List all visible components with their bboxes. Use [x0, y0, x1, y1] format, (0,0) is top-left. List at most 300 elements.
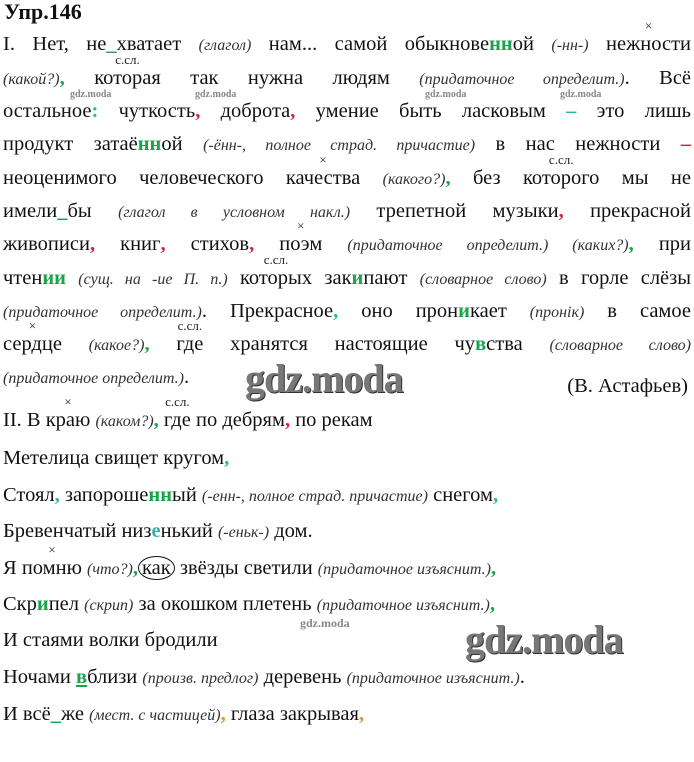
complex-sentence-annotation: с.сл.	[165, 394, 190, 409]
text-segment	[513, 33, 552, 55]
segment-text: (придаточное изъяснит.)	[316, 597, 490, 614]
text-line	[3, 448, 691, 468]
segment-text: ,	[132, 557, 138, 579]
segment-text: по рекам	[290, 409, 373, 431]
text-segment	[451, 167, 523, 189]
cross-mark-annotation: ×	[297, 218, 305, 233]
grammar-note	[318, 561, 491, 578]
segment-text: . Всё	[624, 67, 692, 89]
text-segment	[226, 703, 359, 725]
text-segment	[166, 233, 250, 255]
segment-text: бы	[67, 200, 119, 222]
text-segment	[634, 233, 691, 255]
grammar-note	[347, 237, 628, 254]
segment-text: ой	[161, 133, 204, 155]
watermark-small: gdz.moda	[300, 616, 350, 630]
segment-text: хватает	[116, 33, 199, 55]
text-segment	[312, 267, 351, 289]
segment-text: (-еньк-)	[217, 524, 270, 541]
text-segment	[584, 300, 691, 322]
segment-text: звёзды светили	[174, 557, 318, 579]
segment-text: близи	[87, 666, 143, 688]
text-line	[3, 521, 691, 543]
text-segment	[184, 366, 189, 388]
text-segment	[3, 233, 90, 255]
text-segment	[60, 484, 149, 506]
watermark: gdz.moda	[465, 617, 623, 662]
segment-text	[322, 233, 347, 255]
segment-text: ,	[558, 200, 564, 222]
grammar-note	[203, 137, 475, 154]
text-segment	[224, 447, 229, 469]
grammar-note	[347, 670, 520, 687]
segment-text: в	[475, 333, 487, 355]
text-segment	[493, 484, 498, 506]
segment-text	[360, 167, 382, 189]
text-segment	[203, 333, 475, 355]
grammar-note	[383, 171, 446, 188]
segment-text: _	[106, 33, 117, 55]
text-segment	[269, 520, 313, 542]
grammar-note	[551, 37, 588, 54]
segment-text: .	[183, 366, 190, 388]
text-segment	[3, 629, 218, 651]
segment-text: и	[36, 593, 49, 615]
segment-text: живописи	[3, 233, 90, 255]
grammar-note	[89, 707, 221, 724]
text-line	[3, 152, 691, 190]
text-segment	[62, 333, 89, 355]
segment-text: нн	[137, 133, 162, 155]
text-segment	[589, 33, 606, 55]
text-segment	[228, 267, 240, 289]
segment-text: .	[519, 666, 525, 688]
text-segment	[144, 333, 149, 355]
segment-text: (придаточное определит.)	[3, 304, 202, 321]
segment-text: которая	[94, 67, 161, 89]
segment-text	[228, 267, 240, 289]
segment-text: (сущ. на -ие П. п.)	[78, 271, 228, 288]
text-line	[3, 318, 692, 356]
text-line	[3, 542, 691, 580]
segment-text: е	[151, 520, 161, 542]
grammar-note	[202, 488, 428, 505]
text-segment	[152, 520, 161, 542]
segment-text: без	[450, 167, 523, 189]
text-segment	[486, 333, 549, 355]
text-segment	[3, 167, 286, 189]
segment-text: трепетной музыки	[350, 200, 559, 222]
text-segment	[285, 152, 361, 189]
text-segment	[200, 100, 290, 122]
text-segment	[547, 267, 691, 289]
segment-text: книг	[95, 233, 161, 255]
segment-text: ой	[512, 33, 552, 55]
segment-text: хранятся настоящие чу	[203, 333, 476, 355]
text-segment	[3, 484, 55, 506]
text-segment	[3, 133, 138, 155]
text-segment	[65, 67, 94, 89]
segment-text: глаза закрывая	[225, 703, 359, 725]
segment-text: нн	[489, 33, 513, 55]
author-attribution: (В. Астафьев)	[567, 375, 688, 397]
complex-sentence-annotation: с.сл.	[548, 152, 574, 167]
segment-text: ,	[89, 233, 96, 255]
text-segment	[338, 300, 458, 322]
segment-text: умение быть ласковым	[295, 100, 567, 122]
segment-text: качества	[285, 167, 361, 189]
segment-text: (словарное слово)	[549, 337, 692, 354]
text-segment	[94, 52, 161, 89]
segment-text: и	[458, 300, 470, 322]
text-segment	[599, 167, 691, 189]
complex-sentence-annotation: с.сл.	[115, 52, 140, 67]
text-segment	[475, 333, 486, 355]
segment-text: Ночами	[3, 666, 77, 688]
text-segment	[3, 267, 42, 289]
segment-text: деревень	[258, 666, 347, 688]
segment-text: ,	[160, 233, 166, 255]
segment-text: (придаточное изъяснит.)	[346, 670, 520, 687]
cross-mark-annotation: ×	[48, 542, 56, 557]
segment-text: за окошком плетень	[133, 593, 317, 615]
segment-text: и	[351, 267, 364, 289]
watermark-small: gdz.moda	[70, 89, 112, 100]
segment-text: Я	[3, 557, 22, 579]
segment-text: прекрасной	[563, 200, 691, 222]
segment-text: как	[142, 557, 171, 579]
text-line	[3, 252, 692, 290]
text-line	[3, 594, 691, 616]
text-segment	[3, 318, 62, 355]
text-segment	[3, 33, 106, 55]
segment-text: ,	[54, 484, 60, 506]
grammar-note	[87, 561, 133, 578]
grammar-note	[317, 597, 490, 614]
segment-text: снегом	[427, 484, 493, 506]
text-segment	[161, 67, 419, 89]
segment-text: неоценимого человеческого	[3, 167, 286, 189]
watermark-small: gdz.moda	[195, 89, 237, 100]
text-line	[3, 704, 691, 726]
segment-text: так нужна людям	[160, 67, 420, 89]
segment-text: II. В	[3, 409, 46, 431]
segment-text: ,	[490, 557, 497, 579]
text-segment	[3, 447, 224, 469]
segment-text: нам... самой обыкнове	[251, 33, 490, 55]
segment-text	[62, 333, 89, 355]
text-segment	[148, 484, 172, 506]
segment-text: (какого?)	[382, 171, 446, 188]
text-segment	[191, 409, 285, 431]
text-segment	[3, 100, 92, 122]
text-segment	[133, 593, 316, 615]
segment-text: по дебрям	[190, 409, 285, 431]
segment-text: ый	[172, 484, 202, 506]
circled-conjunction	[138, 556, 175, 580]
segment-text: ,	[220, 703, 226, 725]
segment-text: (что?)	[87, 561, 133, 578]
segment-text: _	[50, 703, 61, 725]
segment-text: ,	[195, 100, 201, 122]
text-segment	[49, 593, 84, 615]
text-segment	[163, 394, 191, 431]
text-segment	[239, 252, 313, 289]
text-segment	[251, 33, 489, 55]
exercise-title: Упр.146	[4, 0, 82, 24]
segment-text: в горле слёзы	[546, 267, 692, 289]
text-segment	[295, 100, 566, 122]
segment-text: где	[176, 333, 204, 355]
segment-text: где	[163, 409, 191, 431]
text-segment	[3, 666, 76, 688]
grammar-note	[95, 413, 153, 430]
segment-text: (какое?)	[88, 337, 145, 354]
text-segment	[360, 167, 382, 189]
text-segment	[51, 703, 61, 725]
text-segment	[3, 409, 46, 431]
text-segment	[290, 409, 373, 431]
text-line	[3, 101, 691, 121]
segment-text: (словарное слово)	[419, 271, 547, 288]
segment-text: ,	[224, 447, 230, 469]
segment-text: (-енн-, полное страд. причастие)	[201, 488, 428, 505]
segment-text: при	[633, 233, 692, 255]
segment-text: нький	[160, 520, 218, 542]
segment-text: оно прон	[338, 300, 459, 322]
text-segment	[576, 100, 691, 122]
text-segment	[681, 133, 691, 155]
cross-mark-annotation: ×	[319, 152, 327, 167]
text-segment	[3, 557, 22, 579]
segment-text: –	[680, 133, 691, 155]
grammar-note	[3, 370, 184, 387]
segment-text: остальное	[3, 100, 92, 122]
segment-text: (глагол в условном накл.)	[118, 204, 351, 221]
segment-text: мы не	[599, 167, 691, 189]
segment-text: Бревенчатый низ	[3, 520, 152, 542]
segment-text: ства	[486, 333, 550, 355]
segment-text: ,	[153, 409, 159, 431]
grammar-note	[78, 271, 227, 288]
cross-mark-annotation: ×	[28, 318, 37, 333]
segment-text: которых	[239, 267, 313, 289]
grammar-note	[3, 71, 60, 88]
text-segment	[150, 333, 177, 355]
text-segment	[363, 267, 419, 289]
grammar-note	[420, 271, 547, 288]
segment-text: краю	[45, 409, 91, 431]
text-line	[3, 301, 691, 323]
segment-text: И всё	[3, 703, 51, 725]
text-line	[3, 201, 691, 223]
segment-text: ,	[59, 67, 65, 89]
text-segment	[161, 520, 218, 542]
text-segment	[322, 233, 347, 255]
text-segment	[470, 300, 530, 322]
segment-text: (мест. с частицей)	[89, 707, 221, 724]
segment-text: (придаточное определит.) (каких?)	[347, 237, 629, 254]
text-line	[3, 667, 691, 689]
text-segment	[37, 593, 49, 615]
text-line	[3, 485, 691, 507]
cross-mark-annotation: ×	[64, 394, 72, 409]
text-line	[3, 18, 691, 56]
segment-text: (придаточное изъяснит.)	[317, 561, 491, 578]
segment-text: (-ённ-, полное страд. причастие)	[203, 137, 476, 154]
grammar-note	[218, 524, 269, 541]
segment-text: Стоял	[3, 484, 55, 506]
text-segment	[175, 557, 318, 579]
segment-text: (каком?)	[95, 413, 154, 430]
segment-text: Скр	[3, 593, 37, 615]
grammar-note	[89, 337, 145, 354]
text-segment	[60, 67, 65, 89]
segment-text: (придаточное определит.)	[3, 370, 184, 387]
segment-text: (какой?)	[3, 71, 60, 88]
segment-text: –	[566, 100, 577, 122]
segment-text: ,	[628, 233, 634, 255]
grammar-note	[550, 337, 692, 354]
segment-text: ии	[42, 267, 66, 289]
text-segment	[176, 318, 204, 355]
text-segment	[475, 133, 681, 155]
segment-text: ,	[144, 333, 150, 355]
segment-text: ,	[358, 703, 365, 725]
segment-text: ,	[290, 100, 296, 122]
segment-text: (пронік)	[529, 304, 585, 321]
text-segment	[489, 33, 513, 55]
segment-text: (произв. предлог)	[142, 670, 259, 687]
segment-text: запороше	[59, 484, 149, 506]
text-segment	[98, 100, 195, 122]
grammar-note	[84, 597, 133, 614]
text-segment	[458, 300, 470, 322]
segment-text: (скрип)	[84, 597, 134, 614]
complex-sentence-annotation: с.сл.	[263, 252, 289, 267]
text-segment	[520, 666, 525, 688]
grammar-note	[419, 71, 624, 88]
text-line	[3, 52, 692, 90]
segment-text: продукт затаё	[3, 133, 138, 155]
grammar-note	[142, 670, 258, 687]
segment-text: помню	[21, 557, 82, 579]
watermark-small: gdz.moda	[560, 89, 602, 100]
text-segment	[87, 666, 142, 688]
segment-text: _	[57, 200, 68, 222]
text-segment	[95, 233, 160, 255]
text-segment	[3, 593, 37, 615]
segment-text: ,	[489, 593, 495, 615]
segment-text: зак	[312, 267, 352, 289]
text-segment	[3, 703, 51, 725]
text-segment	[45, 394, 91, 431]
text-segment	[66, 267, 78, 289]
segment-text: ,	[493, 484, 499, 506]
segment-text: в нас нежности	[475, 133, 681, 155]
segment-text: сердце	[3, 333, 62, 355]
segment-text: (придаточное определит.)	[419, 71, 625, 88]
segment-text: Метелица свищет кругом	[3, 447, 225, 469]
text-segment	[350, 200, 559, 222]
segment-text: (глагол)	[198, 37, 252, 54]
segment-text	[589, 33, 606, 55]
segment-text: в самое	[584, 300, 692, 322]
segment-text: нн	[148, 484, 173, 506]
segment-text: дом.	[269, 520, 313, 542]
segment-text: кает	[469, 300, 530, 322]
segment-text: ,	[284, 409, 291, 431]
text-segment	[352, 267, 364, 289]
watermark-small: gdz.moda	[425, 89, 467, 100]
grammar-note	[118, 204, 350, 221]
segment-text: пают	[363, 267, 420, 289]
text-segment	[258, 666, 346, 688]
segment-text: поэм	[279, 233, 323, 255]
text-segment	[76, 666, 87, 688]
text-segment	[564, 200, 691, 222]
text-segment	[202, 300, 333, 322]
text-line	[3, 134, 691, 156]
segment-text: . Прекрасное	[201, 300, 334, 322]
text-segment	[428, 484, 493, 506]
segment-text: же	[60, 703, 90, 725]
text-segment	[3, 520, 152, 542]
text-segment	[57, 200, 67, 222]
text-segment	[491, 557, 496, 579]
watermark: gdz.moda	[245, 356, 403, 401]
segment-text: (-нн-)	[551, 37, 589, 54]
text-segment	[21, 542, 82, 579]
segment-text: I. Нет, не	[3, 33, 107, 55]
grammar-note	[530, 304, 585, 321]
segment-text: это лишь	[576, 100, 692, 122]
segment-text: :	[91, 100, 99, 122]
text-segment	[161, 133, 203, 155]
text-segment	[61, 703, 89, 725]
text-segment	[625, 67, 691, 89]
text-segment	[138, 133, 162, 155]
segment-text	[65, 67, 94, 89]
segment-text: в	[76, 666, 88, 688]
segment-text: ,	[249, 233, 255, 255]
text-segment	[522, 152, 600, 189]
text-line	[3, 218, 692, 256]
segment-text: доброта	[200, 100, 291, 122]
segment-text	[66, 267, 78, 289]
segment-text: ,	[333, 300, 339, 322]
text-segment	[359, 703, 364, 725]
text-segment	[490, 593, 495, 615]
segment-text: которого	[522, 167, 600, 189]
complex-sentence-annotation: с.сл.	[177, 318, 203, 333]
segment-text: нежности	[606, 33, 691, 55]
text-segment	[42, 267, 66, 289]
segment-text: стихов	[165, 233, 250, 255]
segment-text	[150, 333, 177, 355]
text-segment	[566, 100, 576, 122]
text-segment	[3, 200, 57, 222]
segment-text: имели	[3, 200, 58, 222]
segment-text: И стаями волки бродили	[3, 629, 218, 651]
segment-text: чтен	[3, 267, 43, 289]
segment-text: ,	[445, 167, 451, 189]
text-segment	[172, 484, 202, 506]
text-segment	[68, 200, 119, 222]
cross-mark-annotation: ×	[644, 18, 653, 33]
grammar-note	[199, 37, 252, 54]
segment-text: пел	[48, 593, 85, 615]
